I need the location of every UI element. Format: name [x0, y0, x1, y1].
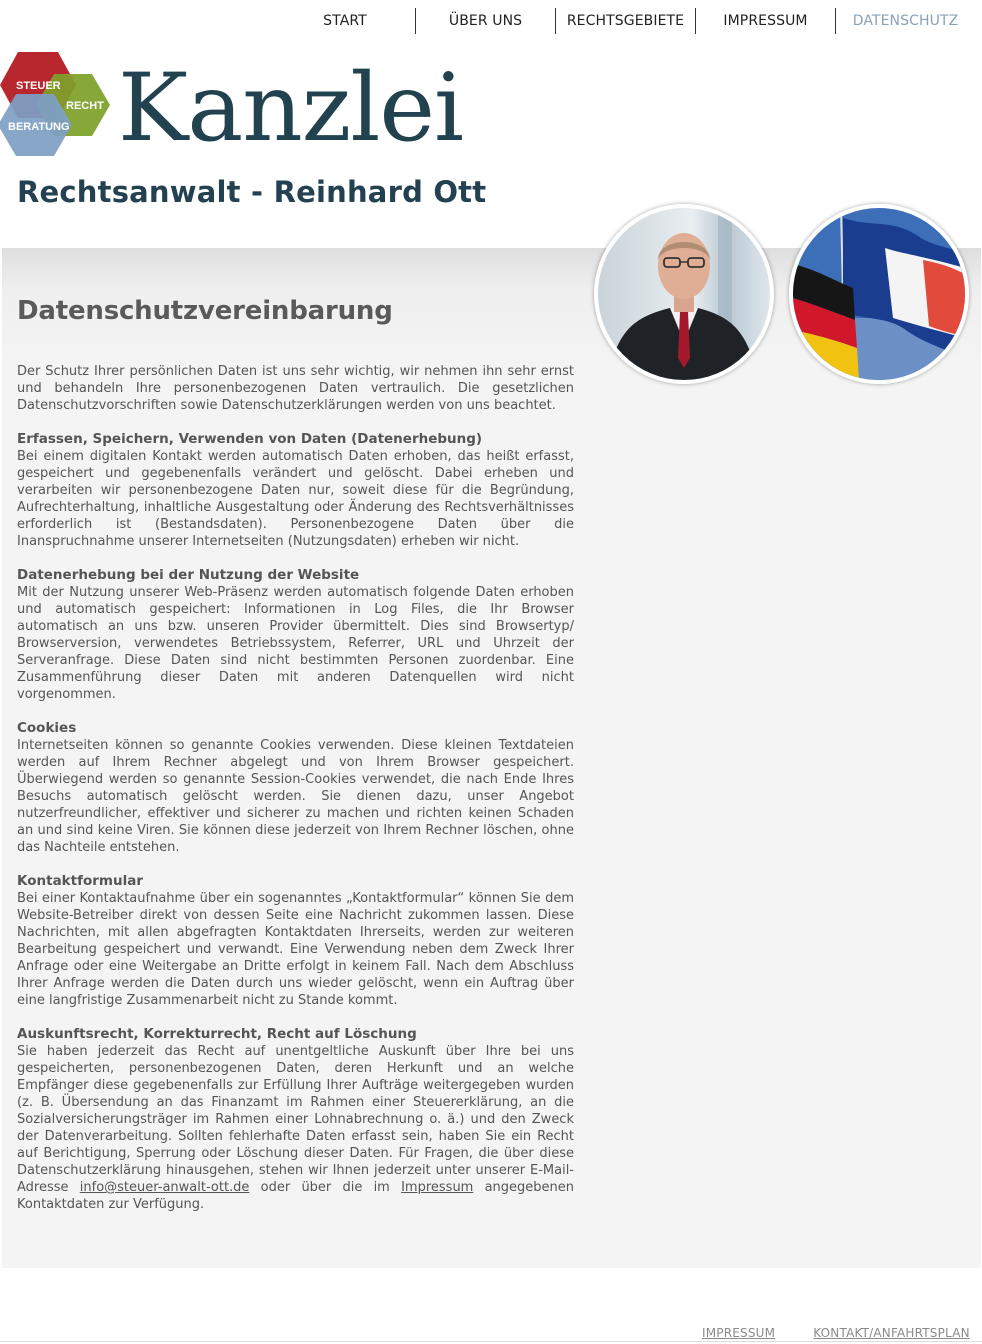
section-text: Bei einer Kontaktaufnahme über ein sogenanntes „Kontaktformular“ können Sie dem Website-Betreiber direkt von dessen Seite eine Nachricht zukommen lassen. Diese Nachrichten, mit allen abgefragten Kontaktdaten Ihrerseits, werden zur weiteren Bearbeitung gespeichert und verwandt. Eine Verwendung neben dem Zweck Ihrer Anfrage oder eine Weitergabe an Dritte erfolgt in keinem Fall. Nach dem Abschluss Ihrer Anfrage werden die Daten durch uns wieder gelöscht, wenn ein Auftrag über eine langfristige Zusammenarbeit nicht zu Stande kommt. — [17, 891, 574, 1008]
nav-start[interactable]: START — [323, 13, 367, 29]
footer-links — [702, 1326, 970, 1340]
section-heading: Auskunftsrecht, Korrekturrecht, Recht auf Löschung — [17, 1026, 417, 1042]
section-heading: Cookies — [17, 720, 77, 736]
brand-name: Kanzlei — [118, 54, 464, 163]
footer-kontakt-link[interactable]: KONTAKT/ANFAHRTSPLAN — [813, 1326, 970, 1340]
main-navigation — [275, 8, 977, 34]
intro-text: Der Schutz Ihrer persönlichen Daten ist uns sehr wichtig, wir nehmen ihn sehr ernst und behandeln Ihre personenbezogenen Daten vertraulich. Die gesetzlichen Datenschutzvorschriften sowie Datenschutzerklärungen werden von uns beachtet. — [17, 364, 574, 413]
flags-photo-icon — [793, 208, 965, 380]
site-subtitle: Rechtsanwalt - Reinhard Ott — [17, 175, 487, 209]
nav-datenschutz[interactable]: DATENSCHUTZ — [835, 8, 975, 34]
nav-ueber-uns[interactable]: ÜBER UNS — [415, 8, 555, 34]
auskunft-text: Sie haben jederzeit das Recht auf unentgeltliche Auskunft über Ihre bei uns gespeicherten, personenbezogenen Daten, deren Herkunft und an welche Empfänger diese gegebenenfalls zur Erfüllung Ihrer Aufträge weitergegeben wurden (z. B. Übersendung an das Finanzamt im Rahmen einer Steuererklärung, an die Sozialversicherungsträger im Rahmen einer Lohnabrechnung o. ä.) und den Zweck der Datenverarbeitung. Sollten fehlerhafte Daten erfasst sein, haben Sie ein Recht auf Berichtigung, Sperrung oder Löschung dieser Daten. Für Fragen, die über diese Datenschutzerklärung hinausgehen, stehen wir Ihnen jederzeit unter unserer E-Mail-Adresse — [17, 1044, 574, 1195]
footer-divider — [0, 1341, 982, 1342]
logo-hex3-label: BERATUNG — [8, 121, 70, 133]
section-text — [17, 1043, 574, 1213]
logo-hexagons-icon — [0, 52, 115, 160]
main-content — [17, 296, 574, 1213]
section-heading: Datenerhebung bei der Nutzung der Website — [17, 567, 360, 583]
logo[interactable] — [0, 52, 115, 160]
section-auskunftsrecht — [17, 1026, 574, 1213]
page-title: Datenschutzvereinbarung — [17, 296, 393, 326]
section-website-nutzung — [17, 567, 574, 703]
section-heading: Erfassen, Speichern, Verwenden von Daten (Datenerhebung) — [17, 431, 483, 447]
section-text: Internetseiten können so genannte Cookies verwenden. Diese kleinen Textdateien werden auf Ihrem Rechner abgelegt und von Ihrem Browser gespeichert. Überwiegend werden so genannte Session-Cookies verwendet, die nach Ende Ihres Besuchs automatisch gelöscht werden. Sie dienen dazu, unser Angebot nutzerfreundlicher, effektiver und sicherer zu machen und richten keinen Schaden an und sind keine Viren. Sie können diese jederzeit von Ihrem Rechner löschen, ohne das Nachteile entstehen. — [17, 738, 574, 855]
section-kontaktformular — [17, 873, 574, 1009]
section-heading: Kontaktformular — [17, 873, 143, 889]
section-text: Bei einem digitalen Kontakt werden automatisch Daten erhoben, das heißt erfasst, gespeichert und gegebenenfalls verändert und gelöscht. Dabei erheben und verarbeiten wir personenbezogene Daten nur, soweit diese für die Begründung, Aufrechterhaltung, inhaltliche Ausgestaltung oder Änderung des Rechtsverhältnisses erforderlich ist (Bestandsdaten). Personenbezogene Daten über die Inanspruchnahme unserer Internetseiten (Nutzungsdaten) erheben wir nicht. — [17, 449, 574, 549]
section-cookies — [17, 720, 574, 856]
section-datenerhebung — [17, 431, 574, 550]
nav-impressum[interactable]: IMPRESSUM — [695, 8, 835, 34]
email-link[interactable]: info@steuer-anwalt-ott.de — [79, 1180, 250, 1195]
portrait-photo-icon — [598, 208, 770, 380]
logo-hex2-label: RECHT — [66, 100, 104, 112]
auskunft-mid: oder über die im — [260, 1180, 390, 1195]
impressum-link[interactable]: Impressum — [401, 1180, 474, 1195]
portrait-image — [594, 204, 774, 384]
auskunft-end: angegebenen Kontaktdaten zur Verfügung. — [17, 1180, 575, 1212]
nav-rechtsgebiete[interactable]: RECHTSGEBIETE — [555, 8, 695, 34]
flags-image — [789, 204, 969, 384]
logo-hex1-label: STEUER — [16, 80, 61, 92]
footer-impressum-link[interactable]: IMPRESSUM — [702, 1326, 776, 1340]
section-text: Mit der Nutzung unserer Web-Präsenz werden automatisch folgende Daten erhoben und automatisch gespeichert: Informationen in Log Files, die Ihr Browser automatisch an uns bzw. unseren Provider übermittelt. Dies sind Browsertyp/ Browserversion, verwendetes Betriebssystem, Referrer, URL und Uhrzeit der Serveranfrage. Diese Daten sind nicht bestimmten Personen zuordenbar. Eine Zusammenführung dieser Daten mit anderen Datenquellen wird nicht vorgenommen. — [17, 585, 574, 702]
